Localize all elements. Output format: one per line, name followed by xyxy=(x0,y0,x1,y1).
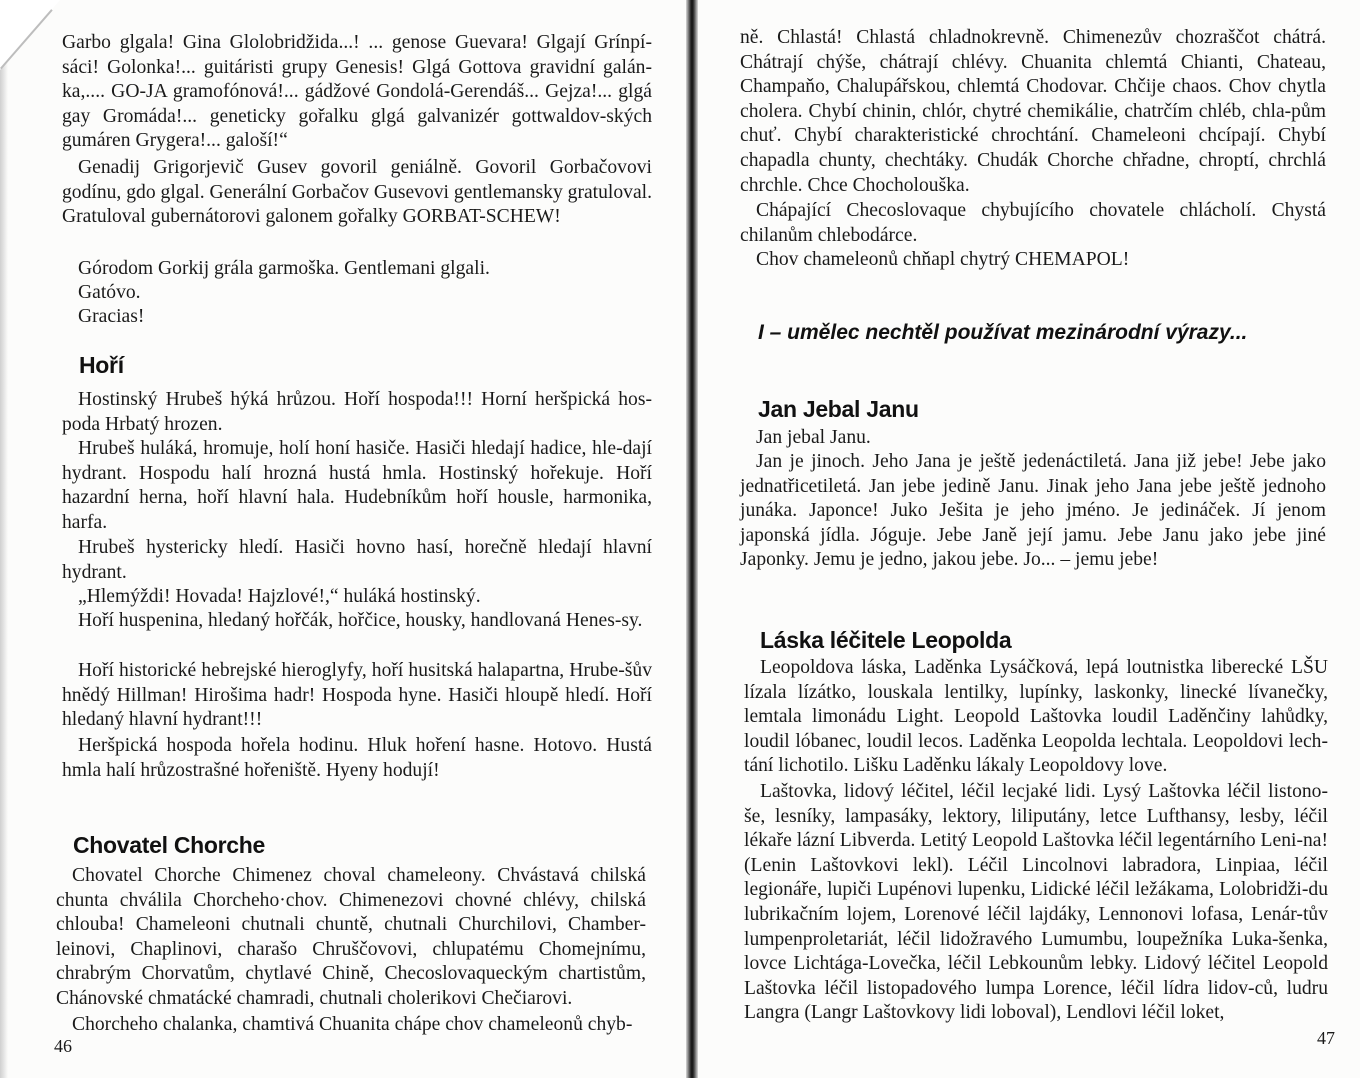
laska-paragraph-2: Laštovka, lidový léčitel, léčil lecjaké lidi. Lysý Laštovka léčil listono-še, lesníky, lampasáky, lektory, liliputány, letce Lufthansy, lesby, léčil lékaře lázní Libverda. Letitý Leopold Laštovka léčil legentárního Leni-na! (Lenin Laštovkovi lekl). Léčil Lincolnovi labradora, Linpiaa, léčil legionáře, lupiči Lupénovi lupenku, Lidické léčil ležákama, Lolobridži-du lubrikačním lojem, Lorenové léčil lajdáky, Lennonovi lofasa, Lenár-tův lumpenproletariát, léčil lidožravého Lumumbu, loupežníka Luka-šenka, lovce Lichtága-Lovečka, léčil Lebkounům lebky. Lidový léčitel Leopold Laštovka léčil listopadového lumpa Lorence, léčil lídra lidov-ců, ludru Langra (Langr Laštovkovy lidi loboval), Lendlovi léčil loket, xyxy=(744,781,1328,1024)
section-title-international-words: I – umělec nechtěl používat mezinárodní výrazy... xyxy=(758,321,1248,344)
page-number-left: 46 xyxy=(54,1036,72,1056)
section-heading-jan-jebal-janu: Jan Jebal Janu xyxy=(758,396,919,422)
chorche-paragraph-1: Chovatel Chorche Chimenez choval chameleony. Chvástavá chilská chunta chválila Chorcheho·chov. Chimenezovi chovné chlévy, chilská chlouba! Chameleoni chutnali chuntě, chutnali Churchilovi, Chamber-leinovi, Chaplinovi, charašo Chruščovovi, chlupatému Chomejnímu, chrabrým Chorvatům, chytlavé Chině, Checoslovaqueckým chartistům, Chánovské chmatácké chamradi, chutnali cholerikovi Chečiarovi. xyxy=(56,865,646,1009)
section-heading-laska-lecitele-leopolda: Láska léčitele Leopolda xyxy=(760,627,1012,653)
laska-paragraph-1: Leopoldova láska, Laděnka Lysáčková, lepá loutnistka liberecké LŠU lízala lízátko, louskala lentilky, lupínky, laskonky, linecké lívanečky, lemtala limonádu Light. Leopold Laštovka loudil Laděnčiny lahůdky, loudil lóbanec, loudil lecos. Laděnka Leopolda lechtala. Leopoldovi lech-tání lichotilo. Lišku Laděnku lákaly Leopoldovy love. xyxy=(744,657,1328,777)
hori-paragraph-2: Hrubeš huláká, hromuje, holí honí hasiče. Hasiči hledají hadice, hle-dají hydrant. Hospodu halí hrozná hustá hmla. Hostinský hořekuje. Hoří hazardní herna, hoří hlavní hala. Hudebníkům hoří housle, harmonika, harfa. xyxy=(62,438,652,533)
hori-paragraph-5: Hoří huspenina, hledaný hořčák, hořčice, housky, handlovaná Henes-sy. xyxy=(78,610,643,631)
intro-paragraph-5: Gracias! xyxy=(78,306,145,327)
intro-paragraph-4: Gatóvo. xyxy=(78,282,141,303)
jan-paragraph-1: Jan jebal Janu. xyxy=(756,427,871,448)
page-number-right: 47 xyxy=(1317,1028,1335,1048)
hori-paragraph-4: „Hlemýždi! Hovada! Hajzlové!,“ huláká hostinský. xyxy=(78,586,481,607)
chorche-continuation-paragraph-3: Chov chameleonů chňapl chytrý CHEMAPOL! xyxy=(756,249,1130,270)
jan-paragraph-2: Jan je jinoch. Jeho Jana je ještě jedenáctiletá. Jana již jebe! Jebe jako jednatřicetiletá. Jan jebe jedině Janu. Jinak jeho Jana jebe ještě jednoho junáka. Japonce! Juko Ješita je jeho jméno. Je jedináček. Jí jenom japonská jídla. Jóguje. Jebe Janě její jamu. Jebe Janu jako jebe jiné Japonky. Jemu je jedno, jakou jebe. Jo... – jemu jebe! xyxy=(740,451,1326,571)
right-page xyxy=(697,0,1360,1078)
section-heading-chovatel-chorche: Chovatel Chorche xyxy=(73,832,266,858)
intro-paragraph-3: Górodom Gorkij grála garmoška. Gentlemani glgali. xyxy=(78,258,490,279)
chorche-paragraph-2: Chorcheho chalanka, chamtivá Chuanita chápe chov chameleonů chyb- xyxy=(72,1014,633,1035)
hori-paragraph-3: Hrubeš hystericky hledí. Hasiči hovno hasí, horečně hledají hlavní hydrant. xyxy=(62,537,652,583)
chorche-continuation-paragraph-1: ně. Chlastá! Chlastá chladnokrevně. Chimenezův chozraščot chátrá. Chátrají chýše, chátrají chlévy. Chuanita chlemtá Chianti, Chateau, Champaňo, Chalupářskou, chlemtá Chodovar. Chčije chaos. Chov chytla cholera. Chybí chinin, chlór, chytré chemikálie, chatrčím chléb, chla-pům chuť. Chybí charakteristické chrochtání. Chameleoni chcípají. Chybí chapadla chunty, chechtáky. Chudák Chorche chřadne, chroptí, chrchlá chrchle. Chce Chocholouška. xyxy=(740,27,1326,196)
hori-paragraph-1: Hostinský Hrubeš hýká hrůzou. Hoří hospoda!!! Horní heršpická hos-poda Hrbatý hrozen. xyxy=(62,389,652,435)
chorche-continuation-paragraph-2: Chápající Checoslovaque chybujícího chovatele chlácholí. Chystá chilanům chlebodárce. xyxy=(740,200,1326,246)
section-heading-hori: Hoří xyxy=(79,352,124,378)
intro-paragraph-2: Genadij Grigorjevič Gusev govoril geniálně. Govoril Gorbačovovi godínu, gdo glgal. Generální Gorbačov Gusevovi gentlemansky gratuloval. Gratuloval gubernátorovi galonem gořalky GORBAT-SCHEW! xyxy=(62,157,652,228)
intro-paragraph-1: Garbo glgala! Gina Glolobridžida...! ... genose Guevara! Glgají Grínpí-sáci! Golonka!... guitáristi grupy Genesis! Glgá Gottova gravidní galán-ka,.... GO-JA gramofónová!... gádžové Gondolá-Gerendáš... Gejza!... glgá gay Gromáda!... geneticky gořalku glgá galvanizér gottwaldov-ských gumáren Grygera!... galoší!“ xyxy=(62,32,652,152)
hori-paragraph-6: Hoří historické hebrejské hieroglyfy, hoří husitská halapartna, Hrube-šův hnědý Hillman! Hirošima hadr! Hospoda hyne. Hasiči hloupě hledí. Hoří hledaný hlavní hydrant!!! xyxy=(62,660,652,731)
hori-paragraph-7: Heršpická hospoda hořela hodinu. Hluk hoření hasne. Hotovo. Hustá hmla halí hrůzostrašné hořeniště. Hyeny hodují! xyxy=(62,735,652,781)
page-edge-shadow xyxy=(0,60,8,1078)
